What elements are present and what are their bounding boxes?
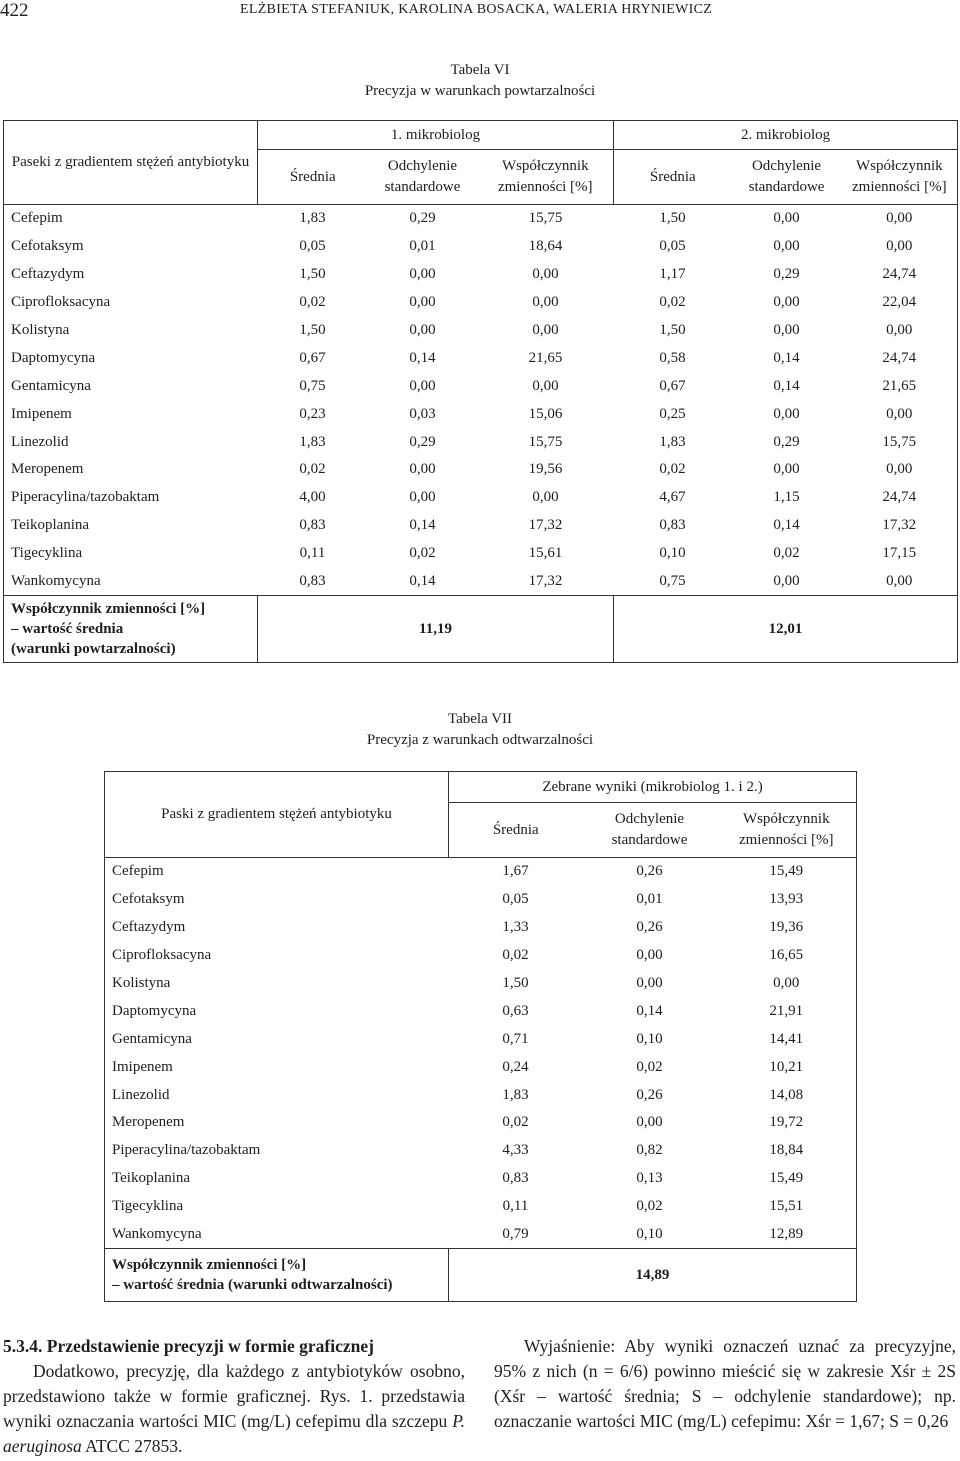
table7-col-cv: Współczynnik zmienności [%] bbox=[738, 811, 834, 848]
table6-col-sd-1: Odchylenie standardowe bbox=[384, 158, 461, 195]
table7-col-mean: Średnia bbox=[449, 803, 583, 858]
table6-summary-label-line1: Współczynnik zmienności [%] bbox=[11, 601, 206, 618]
table6-cell: 1,83 bbox=[659, 433, 686, 450]
page-number: 422 bbox=[0, 0, 29, 21]
table6-antibiotic-name: Ciprofloksacyna bbox=[11, 294, 111, 311]
table6-antibiotic-name: Gentamicyna bbox=[11, 377, 91, 394]
table6-cell: 1,50 bbox=[659, 322, 686, 338]
body-left-column bbox=[3, 1334, 465, 1459]
body-right-column bbox=[494, 1334, 956, 1434]
table7-cell: 0,02 bbox=[502, 947, 529, 964]
table6-cell: 22,04 bbox=[882, 294, 917, 311]
table7-cell: 0,02 bbox=[502, 1114, 529, 1131]
table7-antibiotic-name: Linezolid bbox=[112, 1086, 170, 1103]
table6-group1-header: 1. mikrobiolog bbox=[258, 121, 614, 150]
table6-cell: 0,00 bbox=[886, 405, 913, 422]
table6-antibiotic-name: Linezolid bbox=[11, 433, 69, 450]
table7-cell: 0,02 bbox=[636, 1058, 663, 1075]
table6-antibiotic-name: Daptomycyna bbox=[11, 349, 96, 366]
table6-cell: 0,00 bbox=[409, 266, 436, 283]
table6-row bbox=[4, 428, 958, 456]
table7-cell: 0,26 bbox=[636, 863, 663, 880]
table6-row bbox=[4, 456, 958, 484]
table7-antibiotic-name: Meropenem bbox=[112, 1114, 185, 1131]
table7-row bbox=[105, 1137, 857, 1165]
table6-col-mean-2: Średnia bbox=[614, 150, 732, 205]
table6-cell: 0,11 bbox=[299, 545, 326, 562]
table7-summary-label bbox=[105, 1249, 449, 1302]
table6-caption bbox=[0, 60, 960, 102]
table7-row bbox=[105, 886, 857, 914]
table6-antibiotic-name: Cefotaksym bbox=[11, 238, 84, 255]
table6-summary-value-1: 11,19 bbox=[258, 596, 614, 663]
table7-cell: 0,10 bbox=[636, 1030, 663, 1047]
table6-cell: 0,00 bbox=[886, 573, 913, 590]
table7-label: Tabela VII bbox=[447, 711, 513, 727]
table6-cell: 0,00 bbox=[773, 405, 800, 422]
table6-cell: 0,00 bbox=[532, 322, 559, 338]
table7-row bbox=[105, 1025, 857, 1053]
table6-antibiotic-name: Ceftazydym bbox=[11, 266, 85, 283]
table6-cell: 1,50 bbox=[299, 266, 326, 283]
table6-cell: 0,00 bbox=[409, 377, 436, 394]
table7-cell: 0,00 bbox=[636, 1114, 663, 1131]
table6-cell: 0,25 bbox=[659, 405, 686, 422]
table7-antibiotic-name: Daptomycyna bbox=[112, 1002, 197, 1019]
table6-col-cv-1: Współczynnik zmienności [%] bbox=[497, 158, 593, 195]
table6-cell: 0,00 bbox=[886, 210, 913, 227]
table7-row bbox=[105, 858, 857, 886]
table6-cell: 0,14 bbox=[773, 517, 800, 534]
table6-cell: 4,67 bbox=[659, 489, 686, 506]
table6-cell: 0,03 bbox=[409, 405, 436, 422]
table6-summary-label-line3: (warunki powtarzalności) bbox=[11, 641, 176, 658]
table7-cell: 0,02 bbox=[636, 1198, 663, 1215]
table6-cell: 15,61 bbox=[528, 545, 563, 562]
left-paragraph-text: Dodatkowo, precyzję, dla każdego z antybiotyków osobno, przedstawiono także w formie graficznej. Rys. 1. przedstawia wyniki oznaczania wartości MIC (mg/L) cefepimu dla szczepu bbox=[3, 1361, 465, 1431]
table6-col-cv-2: Współczynnik zmienności [%] bbox=[852, 158, 947, 195]
section-number: 5.3.4. bbox=[3, 1336, 43, 1356]
table6-cell: 0,00 bbox=[886, 322, 913, 338]
table6-cell: 0,00 bbox=[773, 294, 800, 311]
table7-cell: 16,65 bbox=[769, 947, 804, 964]
table7-cell: 1,67 bbox=[502, 863, 529, 880]
table7-row bbox=[105, 1193, 857, 1221]
table6-cell: 0,14 bbox=[409, 349, 436, 366]
table7-cell: 0,24 bbox=[502, 1058, 529, 1075]
table7-cell: 0,00 bbox=[773, 975, 800, 991]
table6-cell: 0,00 bbox=[773, 238, 800, 255]
running-head-authors: ELŻBIETA STEFANIUK, KAROLINA BOSACKA, WALERIA HRYNIEWICZ bbox=[240, 2, 713, 17]
table6-cell: 1,15 bbox=[773, 489, 800, 506]
table7-group-header: Zebrane wyniki (mikrobiolog 1. i 2.) bbox=[449, 772, 857, 803]
table7-cell: 19,36 bbox=[769, 919, 804, 936]
table6-summary-row bbox=[4, 596, 958, 663]
table6-cell: 17,32 bbox=[528, 573, 563, 590]
table7-row bbox=[105, 970, 857, 998]
table7-cell: 0,83 bbox=[502, 1170, 529, 1187]
table7-antibiotic-name: Cefepim bbox=[112, 863, 164, 880]
table7-antibiotic-name: Tigecyklina bbox=[112, 1198, 184, 1215]
table7-summary-label-line2: – wartość średnia (warunki odtwarzalności) bbox=[112, 1277, 393, 1294]
right-paragraph-text: Wyjaśnienie: Aby wyniki oznaczeń uznać za precyzyjne, 95% z nich (n = 6/6) powinno mieścić się w zakresie Xśr ± 2S (Xśr – wartość średnia; S – odchylenie standardowe); np. oznaczanie wartości MIC (mg/L) cefepimu: Xśr = 1,67; S = 0,26 bbox=[494, 1336, 956, 1431]
table6-cell: 0,00 bbox=[773, 210, 800, 227]
table6-strip-header: Paseki z gradientem stężeń antybiotyku bbox=[11, 154, 250, 170]
table7-antibiotic-name: Cefotaksym bbox=[112, 891, 185, 908]
table6-cell: 0,00 bbox=[409, 489, 436, 506]
table6-cell: 15,06 bbox=[528, 405, 563, 422]
table6-cell: 0,00 bbox=[886, 461, 913, 478]
table6-group2-header: 2. mikrobiolog bbox=[614, 121, 958, 150]
table7-cell: 4,33 bbox=[502, 1142, 529, 1159]
table6-row bbox=[4, 568, 958, 596]
left-paragraph-strain: ATCC 27853. bbox=[81, 1436, 183, 1456]
table6-body bbox=[4, 205, 958, 596]
table7-antibiotic-name: Piperacylina/tazobaktam bbox=[112, 1142, 261, 1159]
table6-cell: 0,67 bbox=[299, 349, 326, 366]
table6-cell: 0,29 bbox=[773, 266, 800, 283]
table6-title: Precyzja w warunkach powtarzalności bbox=[364, 83, 596, 99]
table6-row bbox=[4, 317, 958, 345]
table7-cell: 14,08 bbox=[769, 1086, 804, 1103]
table7-cell: 14,41 bbox=[769, 1030, 804, 1047]
table6-cell: 0,83 bbox=[659, 517, 686, 534]
table6-antibiotic-name: Tigecyklina bbox=[11, 545, 83, 562]
table6-cell: 0,14 bbox=[773, 349, 800, 366]
table7-reproducibility bbox=[104, 771, 857, 1302]
table6-cell: 21,65 bbox=[528, 349, 563, 366]
table7-summary-value: 14,89 bbox=[449, 1249, 857, 1302]
table6-repeatability bbox=[3, 120, 958, 663]
section-title: Przedstawienie precyzji w formie graficznej bbox=[46, 1336, 374, 1356]
table6-cell: 0,29 bbox=[409, 433, 436, 450]
table6-antibiotic-name: Wankomycyna bbox=[11, 573, 101, 590]
table7-cell: 15,49 bbox=[769, 863, 804, 880]
table7-strip-header: Paski z gradientem stężeń antybiotyku bbox=[161, 806, 392, 822]
table6-cell: 0,00 bbox=[773, 322, 800, 338]
table7-cell: 0,71 bbox=[502, 1030, 529, 1047]
table6-row bbox=[4, 400, 958, 428]
table6-cell: 18,64 bbox=[528, 238, 563, 255]
table6-row bbox=[4, 484, 958, 512]
table6-cell: 0,02 bbox=[299, 294, 326, 311]
table7-cell: 0,00 bbox=[636, 947, 663, 964]
table6-cell: 15,75 bbox=[528, 433, 563, 450]
table6-cell: 0,00 bbox=[532, 489, 559, 506]
table6-cell: 0,02 bbox=[773, 545, 800, 562]
table6-cell: 15,75 bbox=[528, 210, 563, 227]
table6-cell: 0,10 bbox=[659, 545, 686, 562]
table7-antibiotic-name: Imipenem bbox=[112, 1058, 173, 1075]
table6-cell: 19,56 bbox=[528, 461, 563, 478]
table6-cell: 0,83 bbox=[299, 573, 326, 590]
table7-cell: 0,82 bbox=[636, 1142, 663, 1159]
table7-antibiotic-name: Teikoplanina bbox=[112, 1170, 191, 1187]
table7-cell: 10,21 bbox=[769, 1058, 804, 1075]
table7-cell: 12,89 bbox=[769, 1226, 804, 1243]
table6-cell: 0,00 bbox=[409, 294, 436, 311]
table6-cell: 0,00 bbox=[409, 461, 436, 478]
table7-cell: 0,00 bbox=[636, 975, 663, 991]
table7-cell: 18,84 bbox=[769, 1142, 804, 1159]
table6-cell: 17,32 bbox=[528, 517, 563, 534]
table7-col-sd: Odchylenie standardowe bbox=[611, 811, 688, 848]
table6-row bbox=[4, 372, 958, 400]
table7-summary-label-line1: Współczynnik zmienności [%] bbox=[112, 1257, 307, 1274]
table7-cell: 15,49 bbox=[769, 1170, 804, 1187]
table7-antibiotic-name: Wankomycyna bbox=[112, 1226, 202, 1243]
table6-cell: 0,00 bbox=[532, 377, 559, 394]
table6-cell: 0,23 bbox=[299, 405, 326, 422]
table6-cell: 0,00 bbox=[409, 322, 436, 338]
table6-cell: 0,67 bbox=[659, 377, 686, 394]
table6-cell: 0,83 bbox=[299, 517, 326, 534]
table7-cell: 13,93 bbox=[769, 891, 804, 908]
table7-antibiotic-name: Ceftazydym bbox=[112, 919, 186, 936]
table6-cell: 0,00 bbox=[532, 294, 559, 311]
table6-row bbox=[4, 205, 958, 233]
table7-cell: 1,83 bbox=[502, 1086, 529, 1103]
table6-cell: 1,83 bbox=[299, 433, 326, 450]
table7-cell: 1,33 bbox=[502, 919, 529, 936]
table6-cell: 0,00 bbox=[773, 573, 800, 590]
table7-row bbox=[105, 1081, 857, 1109]
table7-cell: 15,51 bbox=[769, 1198, 804, 1215]
table6-row bbox=[4, 289, 958, 317]
table6-summary-label bbox=[4, 596, 258, 663]
table7-antibiotic-name: Gentamicyna bbox=[112, 1030, 192, 1047]
table7-cell: 0,10 bbox=[636, 1226, 663, 1243]
table7-row bbox=[105, 997, 857, 1025]
right-paragraph bbox=[494, 1334, 956, 1434]
table6-cell: 0,02 bbox=[409, 545, 436, 562]
table6-cell: 1,50 bbox=[299, 322, 326, 338]
table6-cell: 0,14 bbox=[773, 377, 800, 394]
table6-col-mean-1: Średnia bbox=[258, 150, 368, 205]
table6-cell: 0,00 bbox=[773, 461, 800, 478]
table6-col-sd-2: Odchylenie standardowe bbox=[748, 158, 825, 195]
table6-summary-label-line2: – wartość średnia bbox=[11, 621, 124, 638]
table6-cell: 0,29 bbox=[773, 433, 800, 450]
table6-antibiotic-name: Cefepim bbox=[11, 210, 63, 227]
table6-cell: 0,14 bbox=[409, 517, 436, 534]
table6-cell: 17,32 bbox=[882, 517, 917, 534]
table7-cell: 19,72 bbox=[769, 1114, 804, 1131]
table6-cell: 1,17 bbox=[659, 266, 686, 283]
table7-cell: 0,13 bbox=[636, 1170, 663, 1187]
table7-cell: 0,79 bbox=[502, 1226, 529, 1243]
table7-cell: 0,63 bbox=[502, 1002, 529, 1019]
table7-cell: 0,01 bbox=[636, 891, 663, 908]
table6-cell: 24,74 bbox=[882, 266, 917, 283]
table7-antibiotic-name: Ciprofloksacyna bbox=[112, 947, 212, 964]
table6-row bbox=[4, 512, 958, 540]
table6-antibiotic-name: Teikoplanina bbox=[11, 517, 90, 534]
table7-antibiotic-name: Kolistyna bbox=[112, 975, 171, 991]
table7-cell: 0,05 bbox=[502, 891, 529, 908]
table6-row bbox=[4, 233, 958, 261]
page-header bbox=[0, 0, 960, 24]
table7-cell: 0,14 bbox=[636, 1002, 663, 1019]
section-heading bbox=[3, 1334, 465, 1359]
table6-cell: 15,75 bbox=[882, 433, 917, 450]
table6-cell: 0,75 bbox=[659, 573, 686, 590]
table6-cell: 0,02 bbox=[299, 461, 326, 478]
table7-row bbox=[105, 1221, 857, 1249]
table7-row bbox=[105, 942, 857, 970]
table6-antibiotic-name: Imipenem bbox=[11, 405, 72, 422]
table6-cell: 0,00 bbox=[886, 238, 913, 255]
table6-cell: 0,02 bbox=[659, 461, 686, 478]
table7-caption bbox=[0, 709, 960, 751]
table6-cell: 0,14 bbox=[409, 573, 436, 590]
table6-cell: 0,29 bbox=[409, 210, 436, 227]
table7-body bbox=[105, 858, 857, 1249]
table6-cell: 0,58 bbox=[659, 349, 686, 366]
table6-cell: 0,75 bbox=[299, 377, 326, 394]
table7-cell: 0,26 bbox=[636, 919, 663, 936]
table6-summary-value-2: 12,01 bbox=[614, 596, 958, 663]
table6-antibiotic-name: Meropenem bbox=[11, 461, 84, 478]
table7-row bbox=[105, 914, 857, 942]
table6-cell: 0,00 bbox=[532, 266, 559, 283]
table6-cell: 0,05 bbox=[659, 238, 686, 255]
table7-cell: 21,91 bbox=[769, 1002, 804, 1019]
table6-row bbox=[4, 344, 958, 372]
table6-cell: 24,74 bbox=[882, 349, 917, 366]
table6-antibiotic-name: Piperacylina/tazobaktam bbox=[11, 489, 160, 506]
table6-cell: 24,74 bbox=[882, 489, 917, 506]
table6-antibiotic-name: Kolistyna bbox=[11, 322, 70, 338]
table6-cell: 17,15 bbox=[882, 545, 917, 562]
table6-cell: 0,01 bbox=[409, 238, 436, 255]
table6-cell: 1,83 bbox=[299, 210, 326, 227]
table6-row bbox=[4, 540, 958, 568]
table6-cell: 21,65 bbox=[882, 377, 917, 394]
table6-cell: 0,05 bbox=[299, 238, 326, 255]
table7-row bbox=[105, 1165, 857, 1193]
left-paragraph-species: P. aeruginosa bbox=[3, 1411, 465, 1456]
table6-label: Tabela VI bbox=[450, 62, 510, 78]
table6-cell: 4,00 bbox=[299, 489, 326, 506]
table7-summary-row bbox=[105, 1249, 857, 1302]
table6-cell: 1,50 bbox=[659, 210, 686, 227]
left-paragraph bbox=[3, 1359, 465, 1459]
table7-cell: 1,50 bbox=[502, 975, 529, 991]
table7-row bbox=[105, 1109, 857, 1137]
table6-cell: 0,02 bbox=[659, 294, 686, 311]
table7-title: Precyzja z warunkach odtwarzalności bbox=[366, 732, 594, 748]
table7-cell: 0,11 bbox=[502, 1198, 529, 1215]
table7-cell: 0,26 bbox=[636, 1086, 663, 1103]
table7-row bbox=[105, 1053, 857, 1081]
table6-row bbox=[4, 261, 958, 289]
